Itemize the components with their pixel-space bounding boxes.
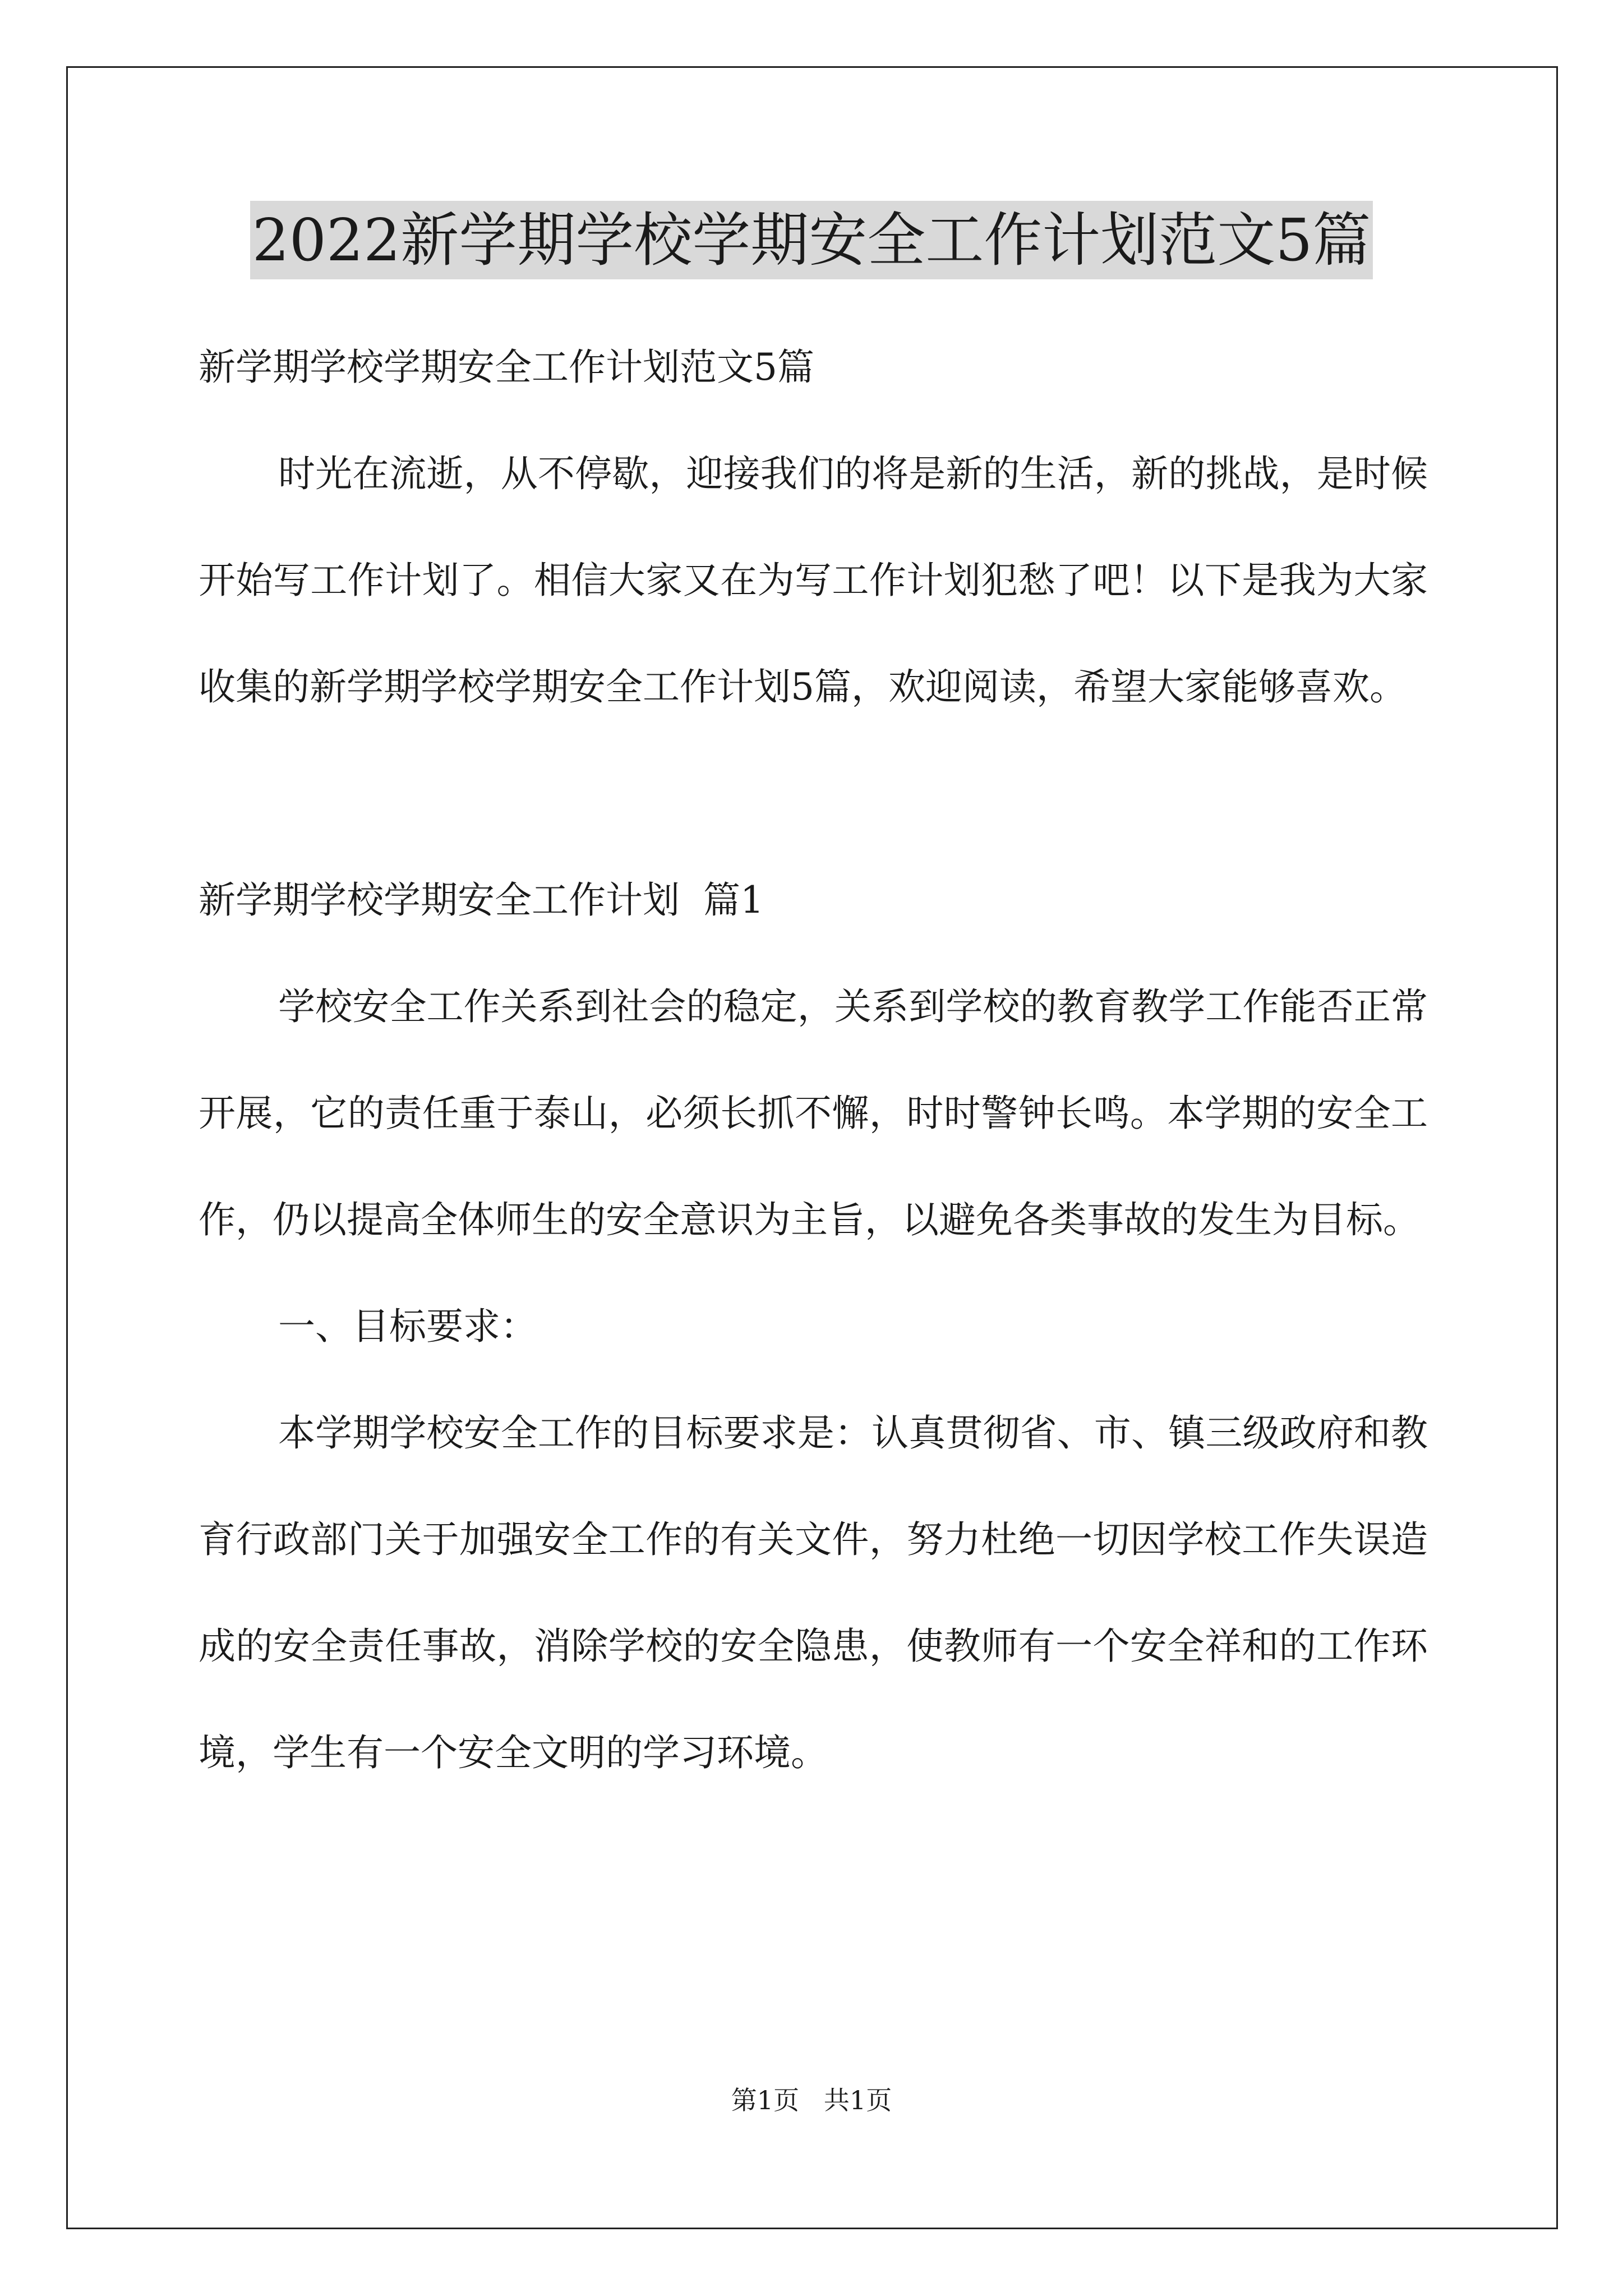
intro-paragraph: 时光在流逝，从不停歇，迎接我们的将是新的生活，新的挑战，是时候开始写工作计划了。相信大家又在为写工作计划犯愁了吧！以下是我为大家收集的新学期学校学期安全工作计划5篇，欢迎阅读，希望大家能够喜欢。 bbox=[199, 452, 1428, 708]
section-heading: 新学期学校学期安全工作计划 篇1 bbox=[199, 878, 764, 922]
body-paragraph-1: 学校安全工作关系到社会的稳定，关系到学校的教育教学工作能否正常开展，它的责任重于泰山，必须长抓不懈，时时警钟长鸣。本学期的安全工作，仍以提高全体师生的安全意识为主旨，以避免各类事故的发生为目标。 bbox=[199, 985, 1428, 1241]
document-title: 2022新学期学校学期安全工作计划范文5篇 bbox=[250, 201, 1373, 279]
document-subtitle: 新学期学校学期安全工作计划范文5篇 bbox=[199, 346, 814, 389]
title-container bbox=[0, 201, 1623, 279]
document-body bbox=[199, 314, 1428, 1806]
body-paragraph-2: 本学期学校安全工作的目标要求是：认真贯彻省、市、镇三级政府和教育行政部门关于加强安全工作的有关文件，努力杜绝一切因学校工作失误造成的安全责任事故，消除学校的安全隐患，使教师有一个安全祥和的工作环境，学生有一个安全文明的学习环境。 bbox=[199, 1411, 1428, 1774]
section-spacer bbox=[199, 740, 1428, 847]
page-footer: 第1页 共1页 bbox=[731, 2085, 892, 2115]
subheading-goals: 一、目标要求： bbox=[278, 1305, 537, 1348]
